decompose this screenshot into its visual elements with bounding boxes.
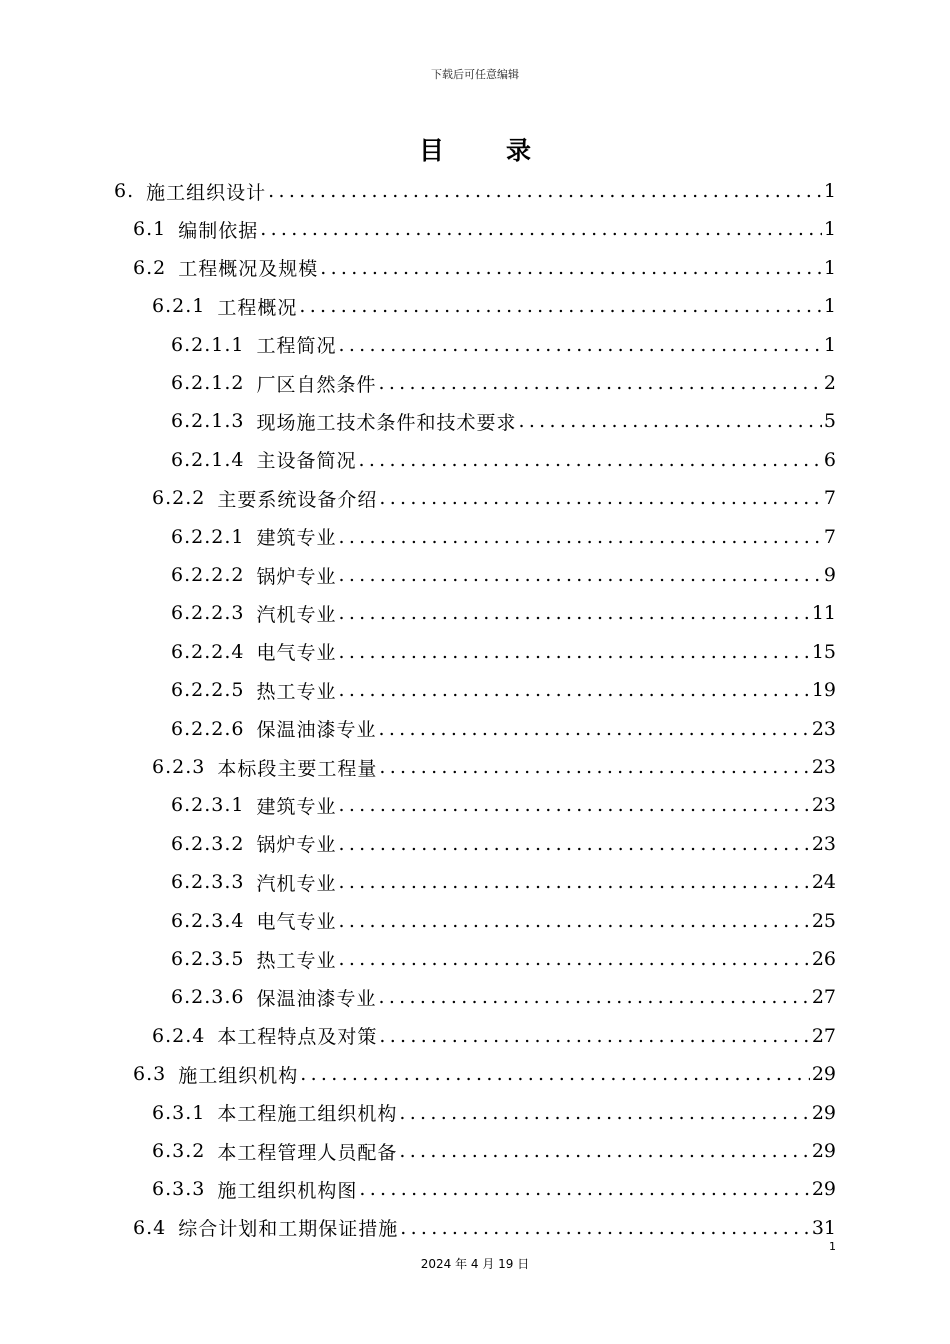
toc-entry[interactable] xyxy=(152,1132,836,1170)
toc-entry-page: 29 xyxy=(811,1101,836,1124)
toc-entry-label: 编制依据 xyxy=(178,219,259,242)
toc-entry-number: 6.3.1 xyxy=(152,1101,206,1124)
toc-dot-leader xyxy=(399,1132,809,1170)
toc-entry[interactable] xyxy=(171,556,836,594)
toc-entry[interactable] xyxy=(171,863,836,901)
toc-entry-label: 厂区自然条件 xyxy=(256,373,377,396)
toc-dot-leader xyxy=(260,210,822,248)
toc-entry-number: 6.3.3 xyxy=(152,1178,206,1201)
toc-entry-page: 1 xyxy=(823,180,836,202)
toc-entry[interactable] xyxy=(171,786,836,824)
toc-entry[interactable] xyxy=(171,633,836,671)
toc-dot-leader xyxy=(339,633,810,671)
toc-entry-page: 5 xyxy=(823,410,836,433)
toc-entry-number: 6.2.2 xyxy=(152,487,206,510)
toc-entry-page: 19 xyxy=(811,679,836,702)
toc-entry[interactable] xyxy=(152,748,836,786)
toc-dot-leader xyxy=(339,825,810,863)
toc-entry-page: 29 xyxy=(811,1063,836,1086)
toc-entry[interactable] xyxy=(152,287,836,325)
toc-entry-label: 锅炉专业 xyxy=(256,565,337,588)
toc-entry-page: 1 xyxy=(823,295,836,318)
toc-entry-label: 施工组织机构 xyxy=(178,1064,299,1087)
toc-entry[interactable] xyxy=(133,210,836,248)
toc-entry-page: 1 xyxy=(823,333,836,356)
toc-entry[interactable] xyxy=(133,1055,836,1093)
toc-entry[interactable] xyxy=(171,825,836,863)
toc-entry[interactable] xyxy=(171,326,836,364)
toc-entry-label: 本工程管理人员配备 xyxy=(217,1141,398,1164)
toc-dot-leader xyxy=(339,594,810,632)
toc-entry-number: 6.2.2.3 xyxy=(171,602,245,625)
toc-entry-page: 11 xyxy=(811,602,836,625)
header-note: 下载后可任意编辑 xyxy=(431,68,519,81)
toc-entry-number: 6.2.3 xyxy=(152,756,206,778)
toc-dot-leader xyxy=(519,402,822,440)
toc-dot-leader xyxy=(359,441,822,479)
toc-entry-label: 汽机专业 xyxy=(256,872,337,895)
toc-entry-number: 6.2.2.6 xyxy=(171,717,245,740)
toc-entry[interactable] xyxy=(171,978,836,1016)
toc-entry-number: 6.1 xyxy=(133,218,167,241)
toc-entry-number: 6.2.3.5 xyxy=(171,948,245,970)
toc-dot-leader xyxy=(379,710,810,748)
toc-entry-number: 6. xyxy=(114,180,135,202)
toc-dot-leader xyxy=(379,748,809,786)
toc-entry-number: 6.2.2.2 xyxy=(171,564,245,586)
toc-dot-leader xyxy=(400,1209,810,1247)
toc-entry-page: 1 xyxy=(823,256,836,279)
toc-entry-label: 电气专业 xyxy=(256,911,337,934)
toc-entry-number: 6.2.1.3 xyxy=(171,410,245,433)
toc-entry-page: 27 xyxy=(811,986,836,1009)
toc-entry-label: 施工组织机构图 xyxy=(217,1179,358,1202)
toc-entry[interactable] xyxy=(152,1094,836,1132)
toc-entry-label: 保温油漆专业 xyxy=(256,719,377,742)
toc-entry-label: 工程概况及规模 xyxy=(178,258,319,281)
toc-entry-label: 综合计划和工期保证措施 xyxy=(178,1218,399,1241)
toc-entry[interactable] xyxy=(171,940,836,978)
toc-entry[interactable] xyxy=(114,172,836,210)
toc-entry-number: 6.4 xyxy=(133,1216,167,1239)
toc-entry[interactable] xyxy=(171,594,836,632)
toc-dot-leader xyxy=(339,326,822,364)
toc-entry-page: 26 xyxy=(811,948,836,970)
toc-entry-label: 锅炉专业 xyxy=(256,834,337,857)
toc-entry[interactable] xyxy=(133,249,836,287)
toc-entry-label: 本标段主要工程量 xyxy=(217,757,378,780)
toc-entry-page: 29 xyxy=(811,1140,836,1162)
toc-entry-label: 保温油漆专业 xyxy=(256,987,377,1010)
toc-dot-leader xyxy=(320,249,822,287)
toc-dot-leader xyxy=(399,1094,809,1132)
toc-dot-leader xyxy=(299,287,822,325)
toc-entry[interactable] xyxy=(152,479,836,517)
toc-entry-number: 6.3.2 xyxy=(152,1140,206,1162)
toc-entry[interactable] xyxy=(171,710,836,748)
toc-entry-label: 工程简况 xyxy=(256,335,337,358)
toc-entry-number: 6.2.1 xyxy=(152,295,206,318)
toc-entry-label: 热工专业 xyxy=(256,949,337,972)
toc-dot-leader xyxy=(379,364,822,402)
toc-entry-page: 23 xyxy=(811,832,836,855)
toc-entry-label: 建筑专业 xyxy=(256,795,337,818)
toc-entry[interactable] xyxy=(171,364,836,402)
toc-entry-number: 6.2.2.1 xyxy=(171,525,245,548)
toc-entry-number: 6.2.3.3 xyxy=(171,871,245,894)
page-title: 目录 xyxy=(418,136,593,165)
toc-entry[interactable] xyxy=(171,402,836,440)
toc-entry-page: 29 xyxy=(811,1178,836,1201)
toc-entry-page: 2 xyxy=(823,372,836,394)
toc-entry-number: 6.2 xyxy=(133,256,167,279)
toc-entry[interactable] xyxy=(171,518,836,556)
toc-entry[interactable] xyxy=(171,902,836,940)
toc-entry-number: 6.2.1.2 xyxy=(171,372,245,394)
toc-entry[interactable] xyxy=(171,441,836,479)
toc-entry-page: 7 xyxy=(823,525,836,548)
toc-entry[interactable] xyxy=(152,1170,836,1208)
page-number: 1 xyxy=(829,1240,836,1253)
toc-entry-label: 建筑专业 xyxy=(256,527,337,550)
toc-entry-label: 施工组织设计 xyxy=(146,181,267,204)
toc-dot-leader xyxy=(339,671,810,709)
toc-entry-number: 6.2.4 xyxy=(152,1024,206,1047)
toc-dot-leader xyxy=(339,863,810,901)
toc-entry-label: 本工程特点及对策 xyxy=(217,1026,378,1049)
toc-entry-label: 现场施工技术条件和技术要求 xyxy=(256,411,517,434)
toc-entry-label: 主要系统设备介绍 xyxy=(217,488,378,511)
toc-dot-leader xyxy=(339,902,810,940)
toc-entry-page: 31 xyxy=(811,1216,836,1239)
toc-entry-label: 汽机专业 xyxy=(256,603,337,626)
toc-dot-leader xyxy=(300,1055,810,1093)
toc-dot-leader xyxy=(379,978,810,1016)
toc-entry-page: 27 xyxy=(811,1024,836,1047)
toc-entry-label: 本工程施工组织机构 xyxy=(217,1103,398,1126)
toc-dot-leader xyxy=(379,479,822,517)
toc-entry-number: 6.2.3.6 xyxy=(171,986,245,1009)
toc-entry-number: 6.2.3.2 xyxy=(171,832,245,855)
footer-date: 2024 年 4 月 19 日 xyxy=(420,1257,530,1271)
toc-entry[interactable] xyxy=(152,1017,836,1055)
toc-entry-page: 23 xyxy=(811,756,836,778)
toc-entry-number: 6.2.1.1 xyxy=(171,333,245,356)
toc-entry-label: 电气专业 xyxy=(256,642,337,665)
toc-entry-number: 6.2.2.5 xyxy=(171,679,245,702)
toc-entry-number: 6.2.2.4 xyxy=(171,640,245,663)
toc-dot-leader xyxy=(339,940,810,978)
toc-entry-page: 6 xyxy=(823,448,836,471)
toc-dot-leader xyxy=(339,786,810,824)
toc-entry[interactable] xyxy=(171,671,836,709)
toc-entry-label: 主设备简况 xyxy=(256,450,357,473)
toc-entry-page: 25 xyxy=(811,909,836,932)
toc-entry-page: 23 xyxy=(811,717,836,740)
toc-entry-number: 6.2.3.4 xyxy=(171,909,245,932)
toc-entry-label: 工程概况 xyxy=(217,296,298,319)
toc-entry-page: 9 xyxy=(823,564,836,586)
toc-dot-leader xyxy=(379,1017,809,1055)
toc-entry-number: 6.3 xyxy=(133,1063,167,1086)
toc-dot-leader xyxy=(339,518,822,556)
toc-entry-number: 6.2.3.1 xyxy=(171,794,245,817)
toc-entry-page: 7 xyxy=(823,487,836,510)
toc-entry-label: 热工专业 xyxy=(256,680,337,703)
toc-entry-page: 1 xyxy=(823,218,836,241)
toc-dot-leader xyxy=(359,1170,809,1208)
toc-dot-leader xyxy=(268,172,822,210)
toc-entry[interactable] xyxy=(133,1209,836,1247)
toc-entry-page: 24 xyxy=(811,871,836,894)
toc-entry-number: 6.2.1.4 xyxy=(171,448,245,471)
toc-dot-leader xyxy=(339,556,822,594)
toc-entry-page: 23 xyxy=(811,794,836,817)
toc-entry-page: 15 xyxy=(811,640,836,663)
